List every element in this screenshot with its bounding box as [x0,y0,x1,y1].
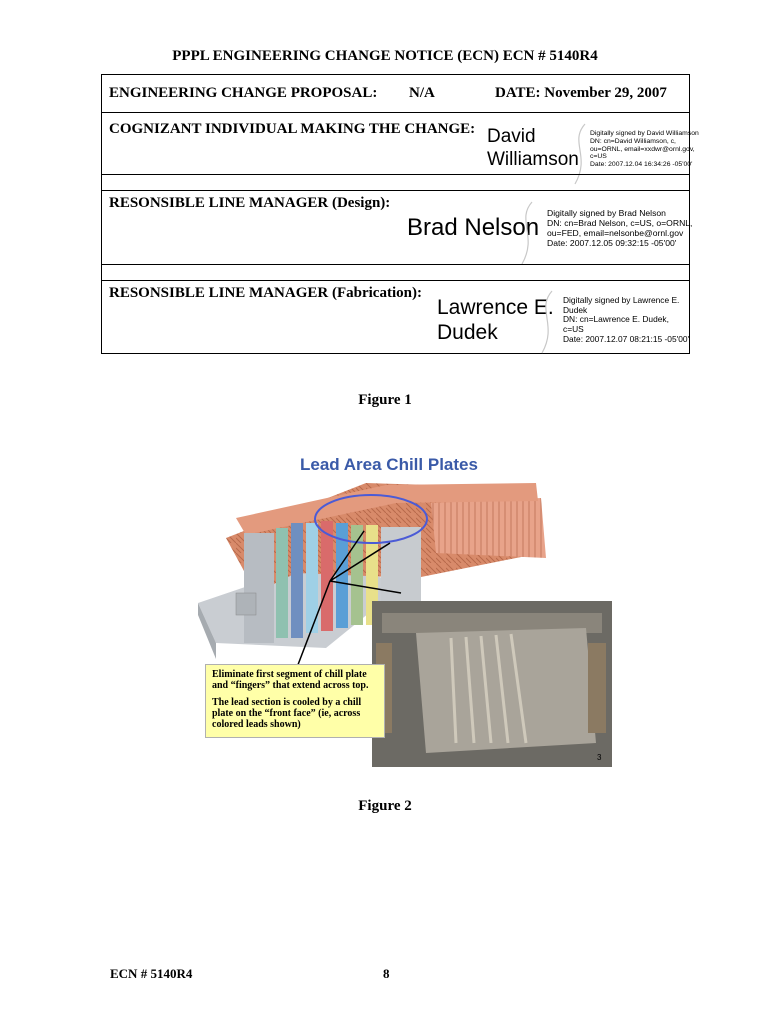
footer-ecn: ECN # 5140R4 [110,966,193,981]
cognizant-sig-detail: DN: cn=David Williamson, c, [590,137,676,145]
fab-sig-detail: DN: cn=Lawrence E. Dudek, [563,314,669,325]
cognizant-sig-detail: Digitally signed by David Williamson [590,130,699,137]
cognizant-sig-name-1: David [487,126,536,147]
design-sig-detail: DN: cn=Brad Nelson, c=US, o=ORNL, [547,217,693,228]
page-title: PPPL ENGINEERING CHANGE NOTICE (ECN) ECN # 5140R4 [172,48,598,64]
proposal-value: N/A [409,85,435,101]
note-paragraph-1: Eliminate first segment of chill plate and “fingers” that extend across top. [212,669,369,691]
fab-sig-detail: Date: 2007.12.07 08:21:15 -05'00' [563,333,690,344]
divider [102,280,689,281]
figure-title: Lead Area Chill Plates [300,455,478,474]
proposal-label: ENGINEERING CHANGE PROPOSAL: [109,85,378,101]
figure-1-caption: Figure 1 [358,392,412,408]
fabrication-manager-label: RESONSIBLE LINE MANAGER (Fabrication): [109,285,422,301]
signature-mark-icon [532,289,562,355]
fab-sig-detail: c=US [563,323,584,334]
fab-sig-name-1: Lawrence E. [437,296,554,319]
design-sig-name: Brad Nelson [407,214,540,241]
divider [102,264,689,265]
divider [102,174,689,175]
page-number: 8 [383,966,390,981]
fab-sig-detail: Dudek [563,304,588,315]
note-paragraph-2: The lead section is cooled by a chill plate on the “front face” (ie, across colored leads shown) [212,697,362,730]
date-label: DATE: November 29, 2007 [495,85,667,101]
cognizant-sig-detail: c=US [590,153,607,161]
fab-sig-detail: Digitally signed by Lawrence E. [563,295,680,305]
figure-note [205,664,385,738]
divider [102,112,689,113]
cognizant-sig-detail: ou=ORNL, email=xxdwr@ornl.gov, [590,145,695,153]
cognizant-sig-detail: Date: 2007.12.04 16:34:26 -05'00' [590,161,693,169]
cognizant-sig-name-2: Williamson [487,149,579,170]
design-sig-detail: ou=FED, email=nelsonbe@ornl.gov [547,227,684,238]
slide-number: 3 [597,753,602,762]
ecn-form [101,74,699,354]
design-sig-detail: Digitally signed by Brad Nelson [547,208,666,218]
signature-mark-icon [512,200,542,266]
design-sig-detail: Date: 2007.12.05 09:32:15 -05'00' [547,237,677,248]
fab-sig-name-2: Dudek [437,321,498,344]
design-manager-label: RESONSIBLE LINE MANAGER (Design): [109,195,391,211]
cognizant-label: COGNIZANT INDIVIDUAL MAKING THE CHANGE: [109,121,476,137]
figure-2-caption: Figure 2 [358,798,412,814]
divider [102,190,689,191]
